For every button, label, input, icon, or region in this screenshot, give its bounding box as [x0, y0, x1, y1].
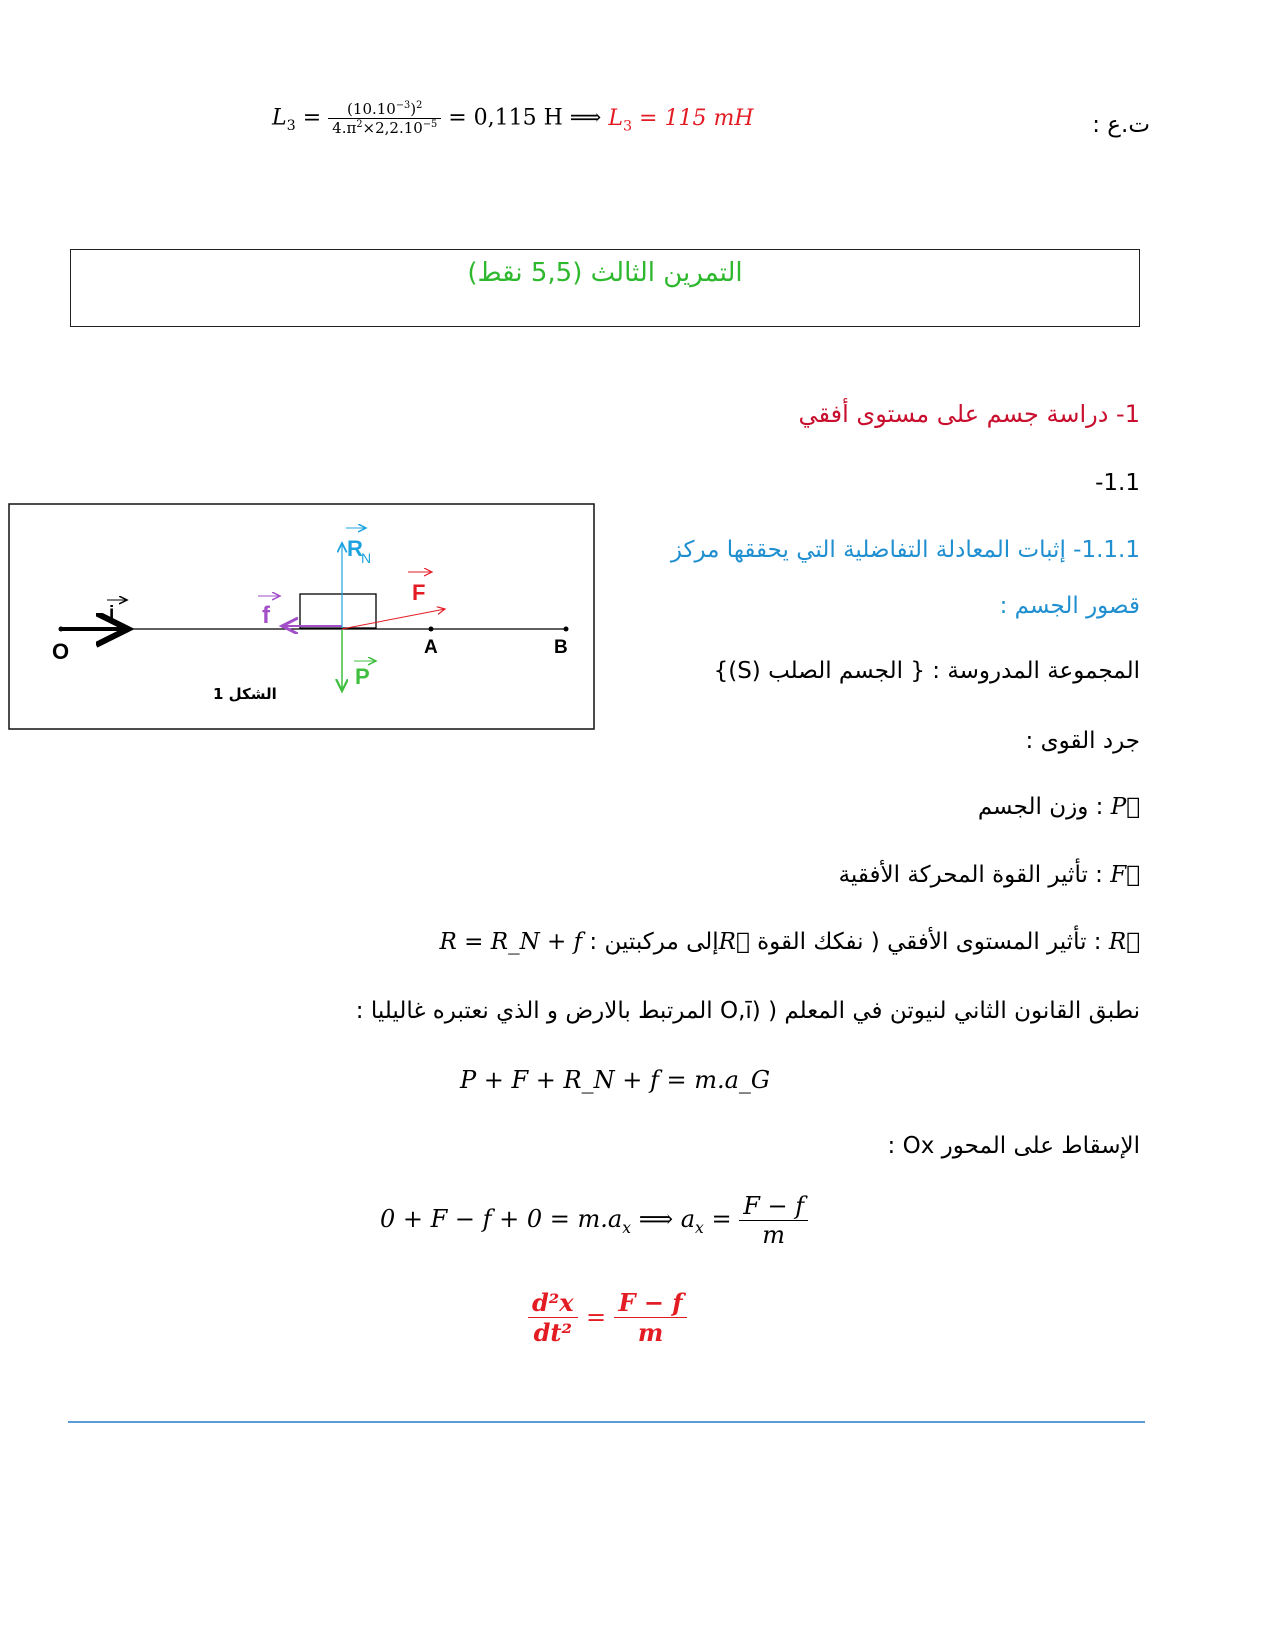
force-weight: P⃗ : وزن الجسم: [977, 794, 1140, 820]
projection-equation: $0 + F - f + 0 = m.a_x$ ⟹ $a_x$ = $\frac{F - f}{m}$: [380, 1192, 808, 1249]
point-B: [564, 627, 569, 632]
acceleration-fraction: $\frac{F - f}{m}$: [739, 1192, 808, 1249]
force-reaction: R⃗ : تأثير المستوى الأفقي ( نفكك القوة R⃗إلى مركبتين : R = R_N + f: [439, 929, 1140, 955]
section-heading: 1- دراسة جسم على مستوى أفقي: [798, 400, 1140, 428]
page-separator: [68, 1421, 1145, 1423]
inductance-fraction: $\frac{(10.10^{-3})^2}{4.\pi^2\times 2,2.10^{-5}}$: [328, 100, 441, 137]
figure-caption: الشكل 1: [213, 685, 277, 703]
vector-F: F⃗: [1110, 862, 1140, 888]
label-f: f: [262, 602, 270, 629]
subsection-1-1-1-title: 1.1.1- إثبات المعادلة التفاضلية التي يحققها مركز: [670, 537, 1140, 563]
label-i: i: [109, 603, 115, 624]
newton-vector-equation: P + F + R_N + f = m.a_G: [460, 1066, 771, 1094]
label-O: O: [52, 639, 70, 664]
label-A: A: [424, 637, 438, 658]
reaction-decomposition: R = R_N + f: [439, 929, 583, 955]
subsection-1-1: 1.1-: [1095, 470, 1140, 496]
vector-R: R⃗: [1108, 929, 1140, 955]
label-B: B: [554, 637, 568, 658]
differential-equation: $\frac{\text{d²x}}{\text{dt²}}$ = $\frac{F - f}{m}$: [528, 1288, 687, 1347]
label-P: P: [355, 664, 370, 689]
figure-1: [8, 503, 595, 730]
point-A: [429, 627, 434, 632]
label-RN-sub: N: [361, 550, 372, 566]
calc-label: ت.ع :: [1092, 112, 1150, 138]
forces-inventory-title: جرد القوى :: [1025, 728, 1140, 754]
point-O: [59, 627, 64, 632]
subsection-1-1-1-title-cont: قصور الجسم :: [999, 593, 1140, 619]
studied-system: المجموعة المدروسة : { الجسم الصلب (S)}: [713, 658, 1140, 684]
label-F: F: [412, 580, 426, 605]
newton-statement: نطبق القانون الثاني لنيوتن في المعلم ( (O,ī المرتبط بالارض و الذي نعتبره غاليليا :: [355, 998, 1140, 1024]
projection-statement: الإسقاط على المحور Ox :: [887, 1133, 1140, 1159]
force-driving: F⃗ : تأثير القوة المحركة الأفقية: [838, 862, 1140, 888]
figure-frame: [9, 504, 594, 729]
label-RN: R: [347, 536, 363, 561]
vector-P: P⃗: [1110, 794, 1140, 820]
inductance-equation: $L_3$ = $\frac{(10.10^{-3})^2}{4.\pi^2\times 2,2.10^{-5}}$ = 0,115 H ⟹ $L_3 = 115$ mH: [272, 100, 754, 137]
exercise-title: التمرين الثالث (5,5 نقط): [467, 258, 743, 288]
exercise-title-box: [70, 249, 1140, 327]
